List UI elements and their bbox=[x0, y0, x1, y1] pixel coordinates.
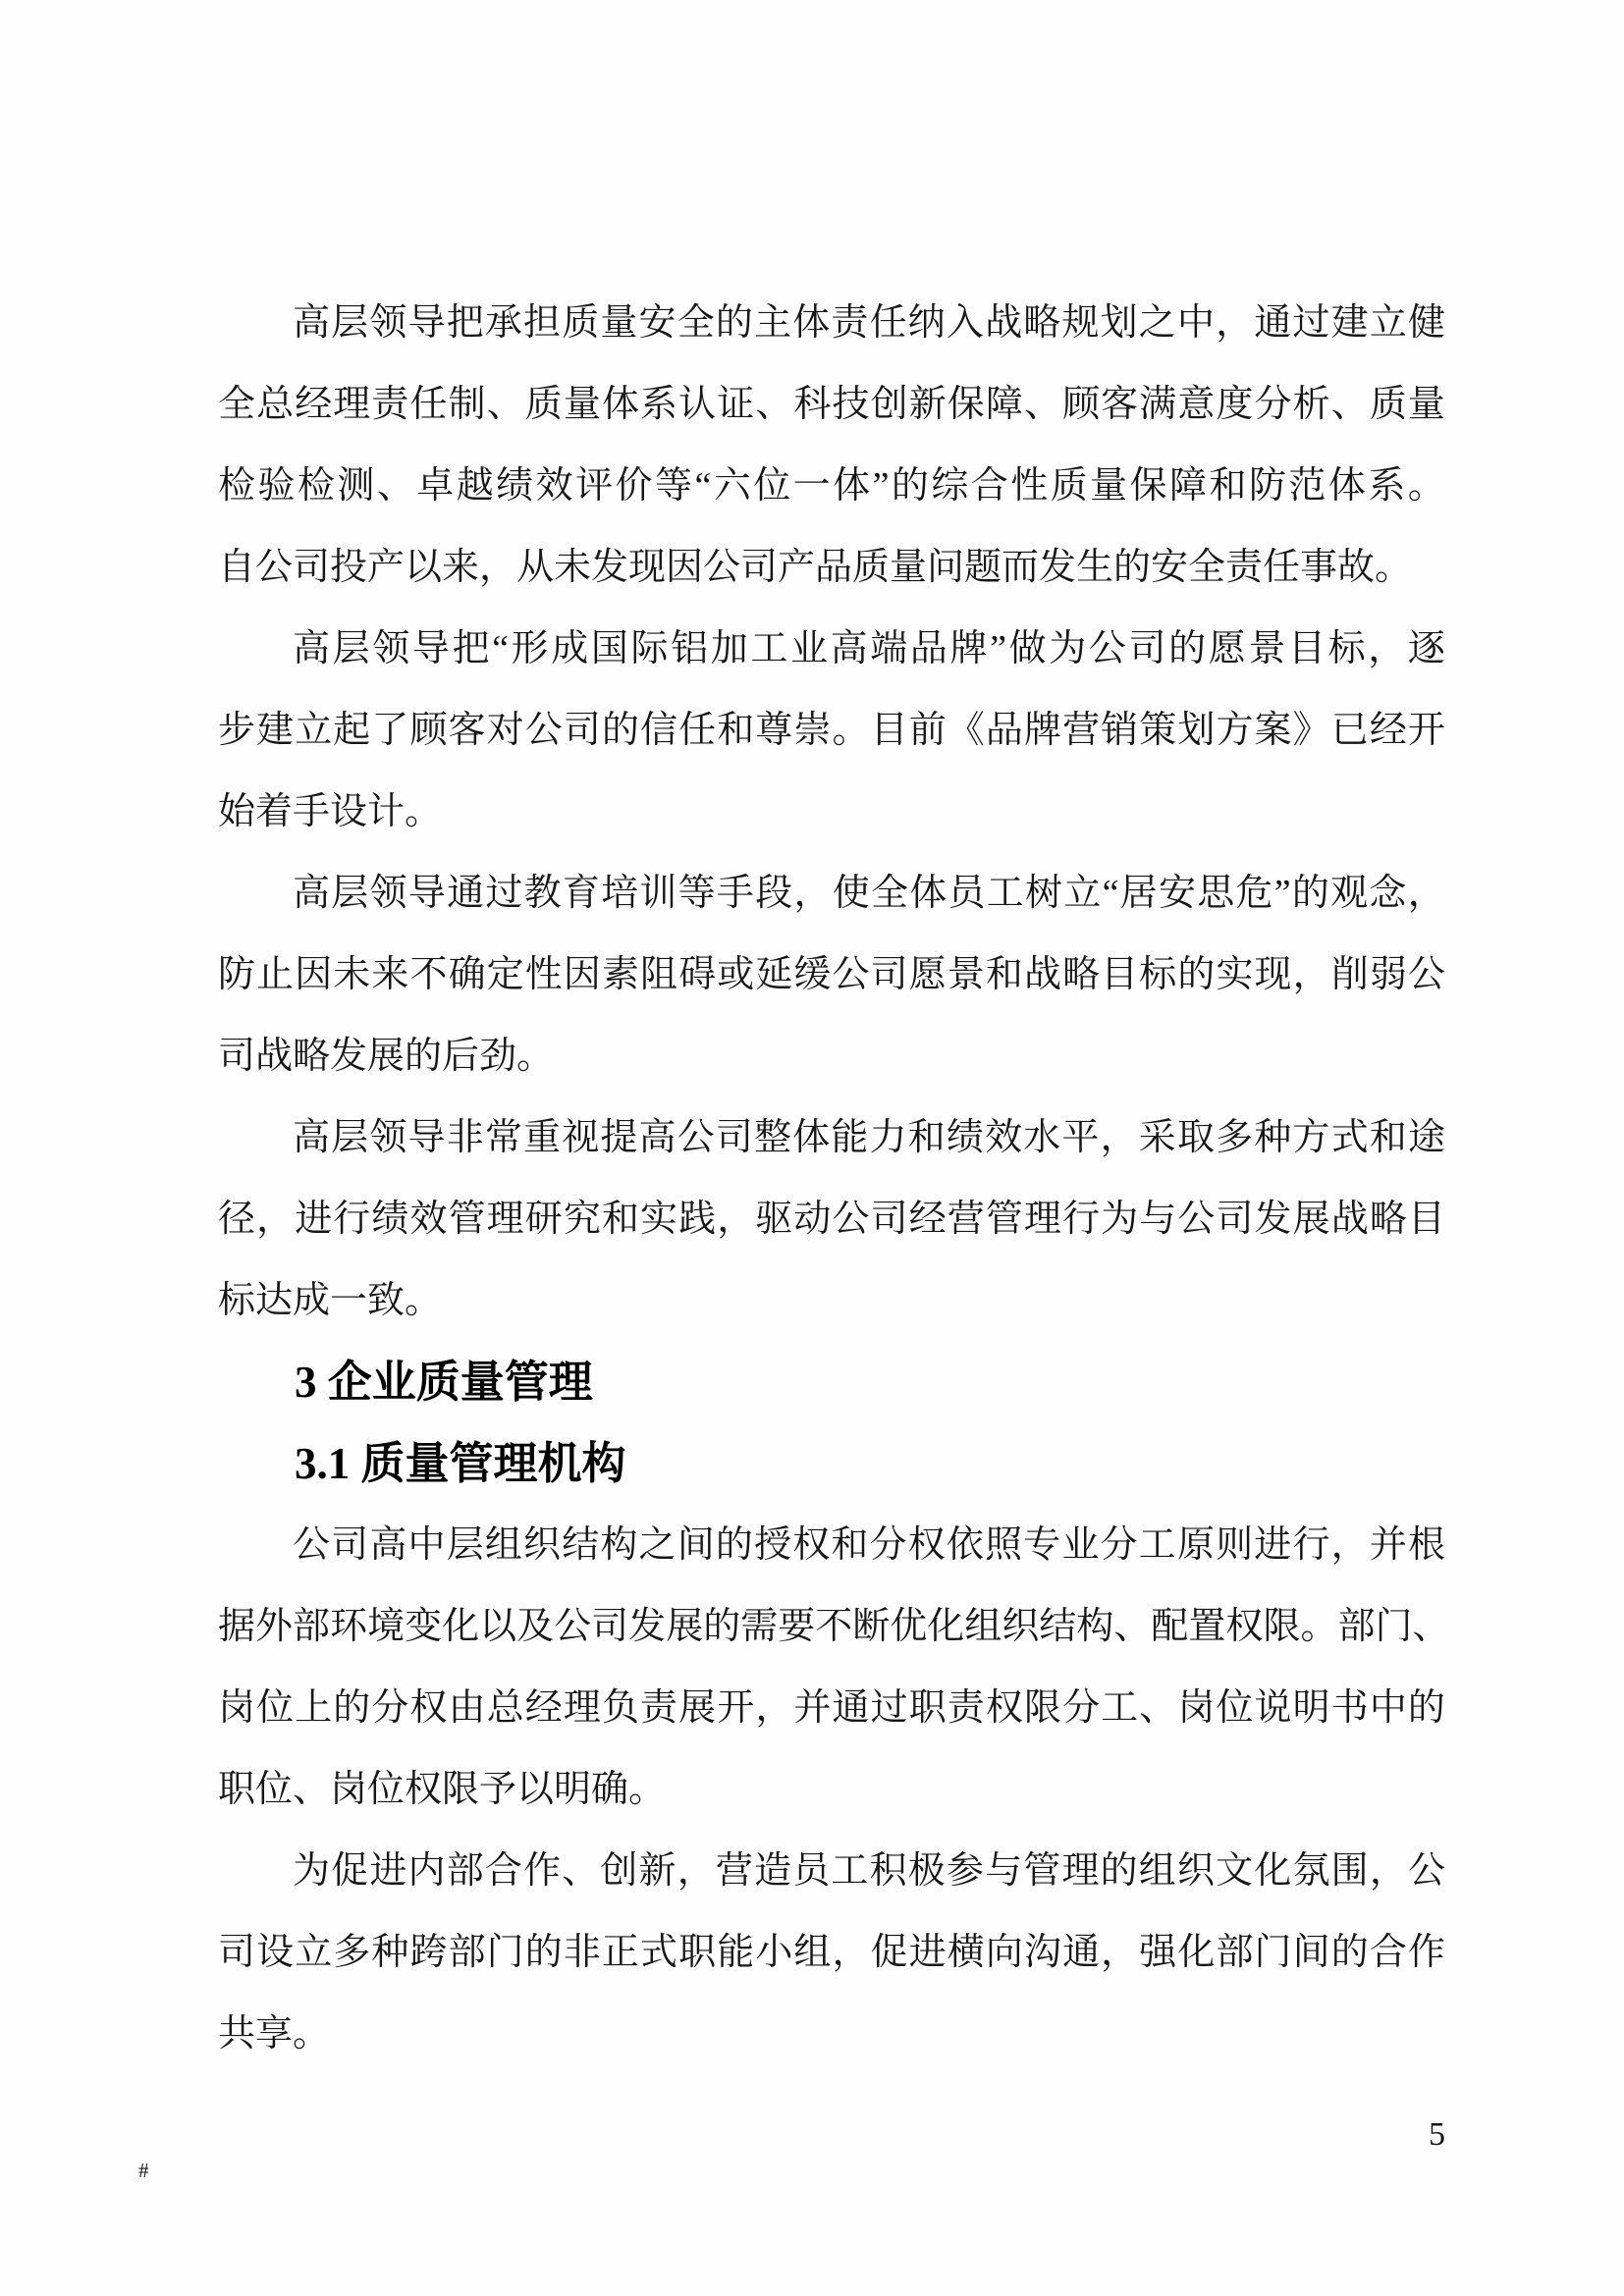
text-line: 高 层 领 导 把 “ 形 成 国 际 铝 加 工 业 高 端 品 牌 ” 做 为 公 司 的 愿 景 目 标 ， 逐 bbox=[293, 628, 1445, 669]
text-line: 为 促 进 内 部 合 作 、 创 新 ， 营 造 员 工 积 极 参 与 管 理 的 组 织 文 化 氛 围 ， 公 bbox=[293, 1850, 1445, 1892]
text-line: 高 层 领 导 把 承 担 质 量 安 全 的 主 体 责 任 纳 入 战 略 规 划 之 中 ， 通 过 建 立 健 bbox=[293, 302, 1445, 344]
text-line: 始着手设计。 bbox=[218, 791, 443, 832]
text-line: 司 设 立 多 种 跨 部 门 的 非 正 式 职 能 小 组 ， 促 进 横 向 沟 通 ， 强 化 部 门 间 的 合 作 bbox=[218, 1932, 1445, 1973]
text-line: 岗 位 上 的 分 权 由 总 经 理 负 责 展 开 ， 并 通 过 职 责 权 限 分 工 、 岗 位 说 明 书 中 的 bbox=[218, 1687, 1445, 1729]
text-line: 职位、岗位权限予以明确。 bbox=[218, 1769, 667, 1810]
text-body bbox=[218, 283, 1450, 2075]
text-line: 据 外 部 环 境 变 化 以 及 公 司 发 展 的 需 要 不 断 优 化 组 织 结 构 、 配 置 权 限 。 部 门 、 bbox=[218, 1606, 1450, 1647]
text-line: 径 ， 进 行 绩 效 管 理 研 究 和 实 践 ， 驱 动 公 司 经 营 管 理 行 为 与 公 司 发 展 战 略 目 bbox=[218, 1199, 1445, 1240]
text-line: 防 止 因 未 来 不 确 定 性 因 素 阻 碍 或 延 缓 公 司 愿 景 和 战 略 目 标 的 实 现 ， 削 弱 公 bbox=[218, 954, 1445, 995]
text-line: 步 建 立 起 了 顾 客 对 公 司 的 信 任 和 尊 崇 。 目 前 《 品 牌 营 销 策 划 方 案 》 已 经 开 bbox=[218, 710, 1445, 751]
text-line: 司战略发展的后劲。 bbox=[218, 1036, 555, 1077]
text-line: 公 司 高 中 层 组 织 结 构 之 间 的 授 权 和 分 权 依 照 专 业 分 工 原 则 进 行 ， 并 根 bbox=[293, 1524, 1445, 1566]
text-line: 全 总 经 理 责 任 制 、 质 量 体 系 认 证 、 科 技 创 新 保 障 、 顾 客 满 意 度 分 析 、 质 量 bbox=[218, 384, 1445, 425]
text-line: 自公司投产以来，从未发现因公司产品质量问题而发生的安全责任事故。 bbox=[218, 547, 1413, 588]
text-line: 高 层 领 导 通 过 教 育 培 训 等 手 段 ， 使 全 体 员 工 树 立 “ 居 安 思 危 ” 的 观 念 ， bbox=[293, 873, 1445, 914]
text-line: 标达成一致。 bbox=[218, 1280, 443, 1321]
text-line: 检 验 检 测 、 卓 越 绩 效 评 价 等 “ 六 位 一 体 ” 的 综 合 性 质 量 保 障 和 防 范 体 系 。 bbox=[218, 465, 1445, 507]
page-number: 5 bbox=[1429, 2116, 1445, 2153]
footer-marker: # bbox=[138, 2159, 149, 2182]
section-heading-2: 3.1 质量管理机构 bbox=[295, 1439, 626, 1488]
text-line: 共享。 bbox=[218, 2013, 331, 2055]
text-line: 高 层 领 导 非 常 重 视 提 高 公 司 整 体 能 力 和 绩 效 水 平 ， 采 取 多 种 方 式 和 途 bbox=[293, 1117, 1445, 1158]
section-heading-1: 3 企业质量管理 bbox=[295, 1358, 593, 1407]
